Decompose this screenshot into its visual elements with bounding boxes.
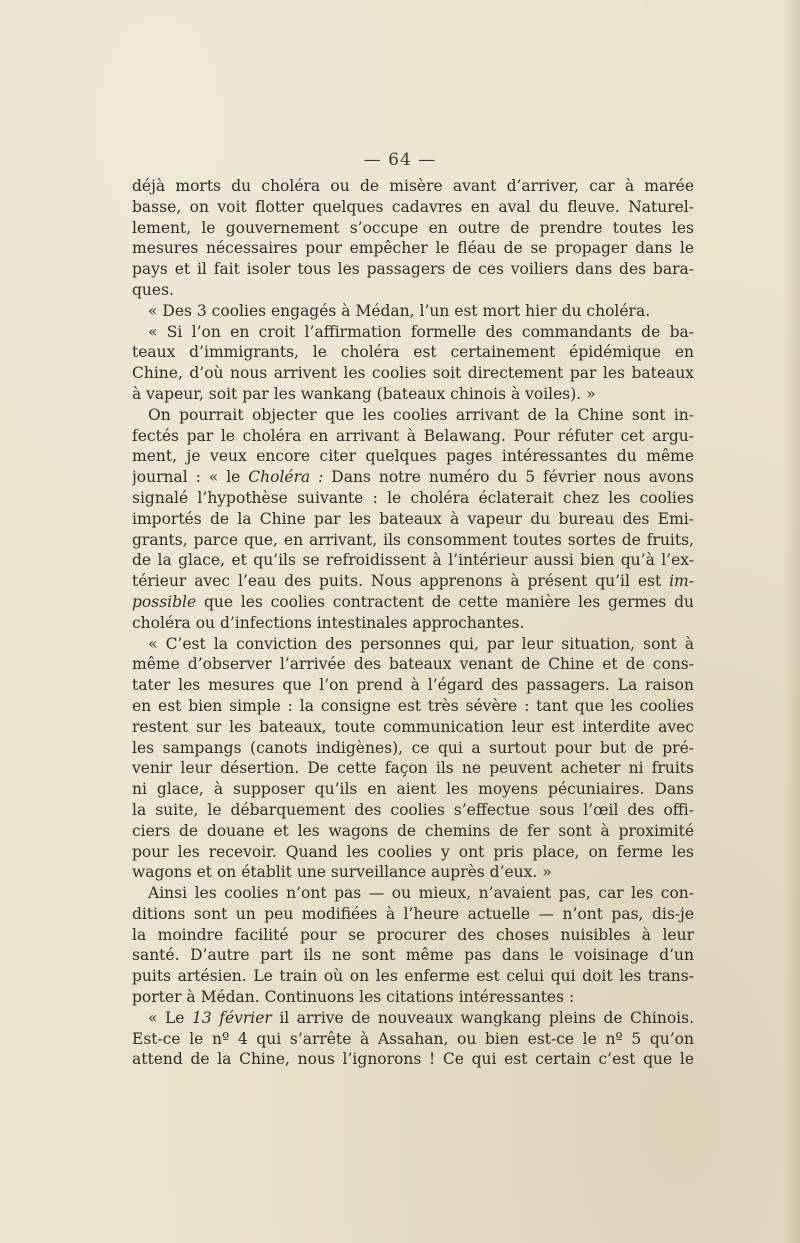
text-line: ciers de douane et les wagons de chemins de fer sont à proximité — [132, 821, 694, 840]
text-line — [132, 467, 694, 488]
text-line: lement, le gouvernement s’occupe en outre de prendre toutes les — [132, 218, 694, 237]
text-line: les sampangs (canots indigènes), ce qui a surtout pour but de pré- — [132, 738, 694, 757]
text-line: signalé l’hypothèse suivante : le choléra éclaterait chez les coolies — [132, 488, 694, 507]
italic-text: Choléra : — [248, 468, 324, 487]
text-line: tater les mesures que l’on prend à l’égard des passagers. La raison — [132, 676, 694, 695]
italic-text: 13 février — [191, 1008, 272, 1027]
text-line: pays et il fait isoler tous les passagers de ces voiliers dans des bara- — [132, 260, 694, 279]
text-line: mesures nécessaires pour empêcher le fléau de se propager dans le — [132, 239, 694, 258]
text-line: Chine, d’où nous arrivent les coolies soit directement par les bateaux — [132, 364, 694, 383]
text-line: porter à Médan. Continuons les citations intéressantes : — [132, 988, 575, 1007]
text-line: restent sur les bateaux, toute communication leur est interdite avec — [132, 717, 694, 736]
italic-text: im- — [669, 572, 694, 591]
text-line: basse, on voit flotter quelques cadavres en aval du fleuve. Naturel- — [132, 197, 694, 216]
text-line — [132, 592, 694, 613]
text-line: à vapeur, soit par les wankang (bateaux chinois à voiles). » — [132, 384, 596, 403]
text-line: grants, parce que, en arrivant, ils consomment toutes sortes de fruits, — [132, 530, 694, 549]
text-line: de la glace, et qu’ils se refroidissent à l’intérieur aussi bien qu’à l’ex- — [132, 551, 694, 570]
text-line: la moindre facilité pour se procurer des choses nuisibles à leur — [132, 925, 694, 944]
text-line: choléra ou d’infections intestinales approchantes. — [132, 613, 525, 632]
text-line: « Si l’on en croit l’affirmation formelle des commandants de ba- — [148, 322, 694, 341]
text-line: Est-ce le nº 4 qui s’arrête à Assahan, ou bien est-ce le nº 5 qu’on — [132, 1029, 694, 1048]
text-line: en est bien simple : la consigne est très sévère : tant que les coolies — [132, 696, 694, 715]
text-line — [132, 571, 694, 592]
text-line: wagons et on établit une surveillance auprès d’eux. » — [132, 863, 552, 882]
text-line: On pourrait objecter que les coolies arrivant de la Chine sont in- — [148, 405, 694, 424]
text-segment: que les coolies contractent de cette manière les germes du — [196, 592, 694, 611]
text-segment: journal : « le — [132, 468, 249, 487]
text-line: « C’est la conviction des personnes qui, par leur situation, sont à — [148, 634, 694, 653]
text-line: teaux d’immigrants, le choléra est certainement épidémique en — [132, 343, 694, 362]
text-line: Ainsi les coolies n’ont pas — ou mieux, n’avaient pas, car les con- — [148, 884, 694, 903]
text-segment: térieur avec l’eau des puits. Nous apprenons à présent qu’il est — [132, 572, 670, 591]
text-line: ment, je veux encore citer quelques pages intéressantes du même — [132, 447, 694, 466]
text-line: ques. — [132, 280, 174, 299]
text-line: fectés par le choléra en arrivant à Belawang. Pour réfuter cet argu- — [132, 426, 694, 445]
text-line: santé. D’autre part ils ne sont même pas dans le voisinage d’un — [132, 946, 694, 965]
text-segment: il arrive de nouveaux wangkang pleins de Chinois. — [271, 1008, 694, 1027]
text-line: ni glace, à supposer qu’ils en aient les moyens pécuniaires. Dans — [132, 780, 694, 799]
page-edge-shadow — [784, 0, 800, 1243]
page-number: — 64 — — [363, 150, 437, 170]
body-text — [132, 176, 694, 1070]
text-segment: Dans notre numéro du 5 février nous avons — [323, 468, 694, 487]
text-line: ditions sont un peu modifiées à l’heure actuelle — n’ont pas, dis-je — [132, 904, 694, 923]
text-line: venir leur désertion. De cette façon ils ne peuvent acheter ni fruits — [132, 759, 694, 778]
text-line: puits artésien. Le train où on les enferme est celui qui doit les trans- — [132, 967, 694, 986]
text-line: la suite, le débarquement des coolies s’effectue sous l’œil des offi- — [132, 800, 694, 819]
text-line: déjà morts du choléra ou de misère avant d’arriver, car à marée — [132, 177, 694, 195]
italic-text: possible — [132, 592, 197, 611]
text-line: pour les recevoir. Quand les coolies y ont pris place, on ferme les — [132, 842, 694, 861]
text-line: « Des 3 coolies engagés à Médan, l’un est mort hier du choléra. — [148, 301, 651, 320]
text-line — [132, 1008, 694, 1029]
text-line: même d’observer l’arrivée des bateaux venant de Chine et de cons- — [132, 655, 694, 674]
text-segment: « Le — [148, 1008, 192, 1027]
text-line: attend de la Chine, nous l’ignorons ! Ce qui est certain c’est que le — [132, 1050, 694, 1069]
text-line: importés de la Chine par les bateaux à vapeur du bureau des Emi- — [132, 509, 694, 528]
